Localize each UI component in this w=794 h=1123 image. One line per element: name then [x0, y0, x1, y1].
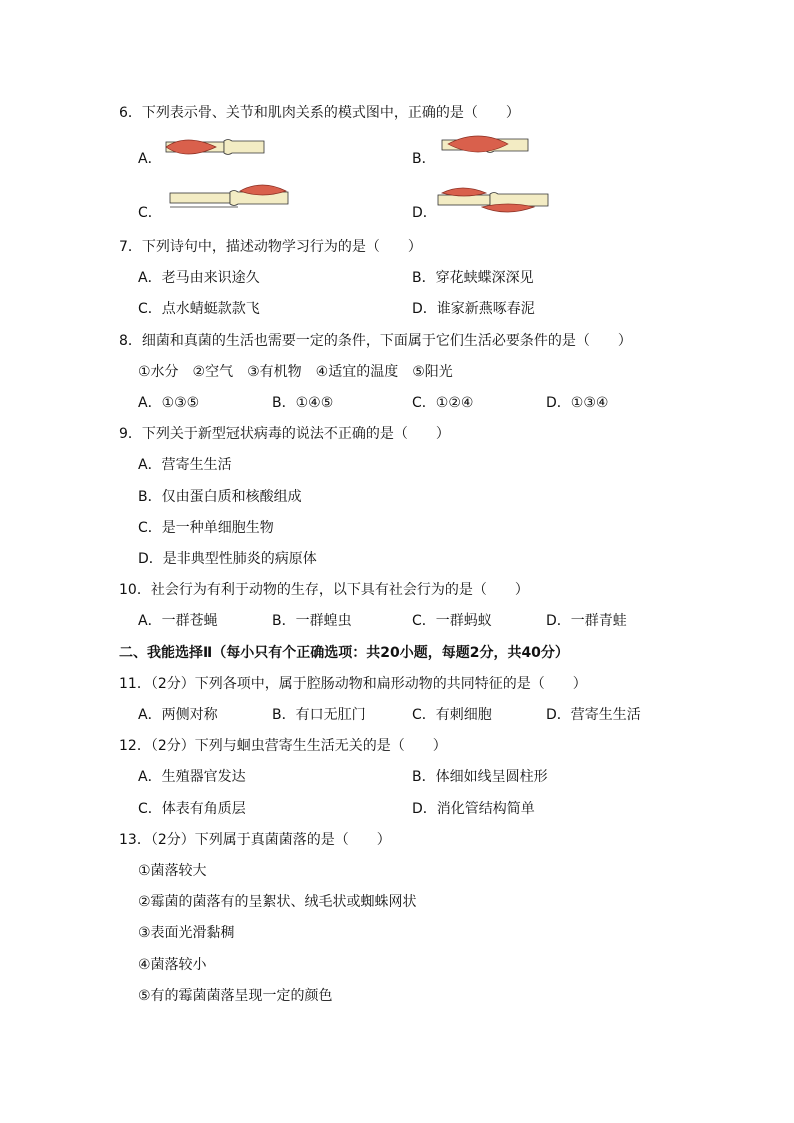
q11-stem: 11．（2分）下列各项中，属于腔肠动物和扁形动物的共同特征的是（ ） — [119, 676, 587, 692]
q9-option-a: A．营寄生生活 — [138, 457, 232, 473]
q10-option-a: A．一群苍蝇 — [138, 613, 218, 629]
q8-items: ①水分 ②空气 ③有机物 ④适宜的温度 ⑤阳光 — [138, 364, 453, 380]
q13-item: ①菌落较大 — [138, 863, 207, 879]
muscle-bone-figure-c-icon — [168, 183, 292, 213]
q13-stem: 13．（2分）下列属于真菌菌落的是（ ） — [119, 832, 391, 848]
q8-option-a: A．①③⑤ — [138, 395, 200, 411]
section-2-heading: 二、我能选择Ⅱ（每小只有个正确选项：共20小题，每题2分，共40分） — [119, 645, 569, 661]
q6-option-d-label: D． — [412, 205, 437, 221]
q6-stem: 6．下列表示骨、关节和肌肉关系的模式图中，正确的是（ ） — [119, 105, 520, 121]
q9-option-d: D．是非典型性肺炎的病原体 — [138, 551, 317, 567]
q10-option-b: B．一群蝗虫 — [272, 613, 352, 629]
q10-option-c: C．一群蚂蚁 — [412, 613, 492, 629]
q7-option-d: D．谁家新燕啄春泥 — [412, 301, 535, 317]
q8-option-b: B．①④⑤ — [272, 395, 334, 411]
q11-option-c: C．有刺细胞 — [412, 707, 492, 723]
q10-stem: 10．社会行为有利于动物的生存，以下具有社会行为的是（ ） — [119, 582, 529, 598]
q13-item: ③表面光滑黏稠 — [138, 925, 235, 941]
q6-option-b-label: B． — [412, 151, 436, 167]
q7-option-c: C．点水蜻蜓款款飞 — [138, 301, 260, 317]
q12-option-b: B．体细如线呈圆柱形 — [412, 769, 548, 785]
muscle-bone-figure-d-icon — [436, 185, 552, 215]
q11-option-b: B．有口无肛门 — [272, 707, 366, 723]
q13-item: ⑤有的霉菌菌落呈现一定的颜色 — [138, 988, 333, 1004]
q9-stem: 9．下列关于新型冠状病毒的说法不正确的是（ ） — [119, 426, 450, 442]
q12-option-a: A．生殖器官发达 — [138, 769, 246, 785]
muscle-bone-figure-a-icon — [162, 132, 266, 162]
q6-option-c-label: C． — [138, 205, 162, 221]
q7-stem: 7．下列诗句中，描述动物学习行为的是（ ） — [119, 239, 422, 255]
q12-option-d: D．消化管结构简单 — [412, 801, 535, 817]
q12-option-c: C．体表有角质层 — [138, 801, 246, 817]
q10-option-d: D．一群青蛙 — [546, 613, 627, 629]
muscle-bone-figure-b-icon — [440, 130, 530, 160]
q8-stem: 8．细菌和真菌的生活也需要一定的条件，下面属于它们生活必要条件的是（ ） — [119, 333, 632, 349]
q8-option-d: D．①③④ — [546, 395, 609, 411]
q9-option-c: C．是一种单细胞生物 — [138, 520, 274, 536]
q7-option-b: B．穿花蛱蝶深深见 — [412, 270, 534, 286]
q13-item: ②霉菌的菌落有的呈絮状、绒毛状或蜘蛛网状 — [138, 894, 417, 910]
q9-option-b: B．仅由蛋白质和核酸组成 — [138, 489, 302, 505]
q6-option-a-label: A． — [138, 151, 162, 167]
q7-option-a: A．老马由来识途久 — [138, 270, 260, 286]
q8-option-c: C．①②④ — [412, 395, 474, 411]
q12-stem: 12．（2分）下列与蛔虫营寄生生活无关的是（ ） — [119, 738, 447, 754]
q13-item: ④菌落较小 — [138, 957, 207, 973]
q11-option-a: A．两侧对称 — [138, 707, 218, 723]
q11-option-d: D．营寄生生活 — [546, 707, 641, 723]
